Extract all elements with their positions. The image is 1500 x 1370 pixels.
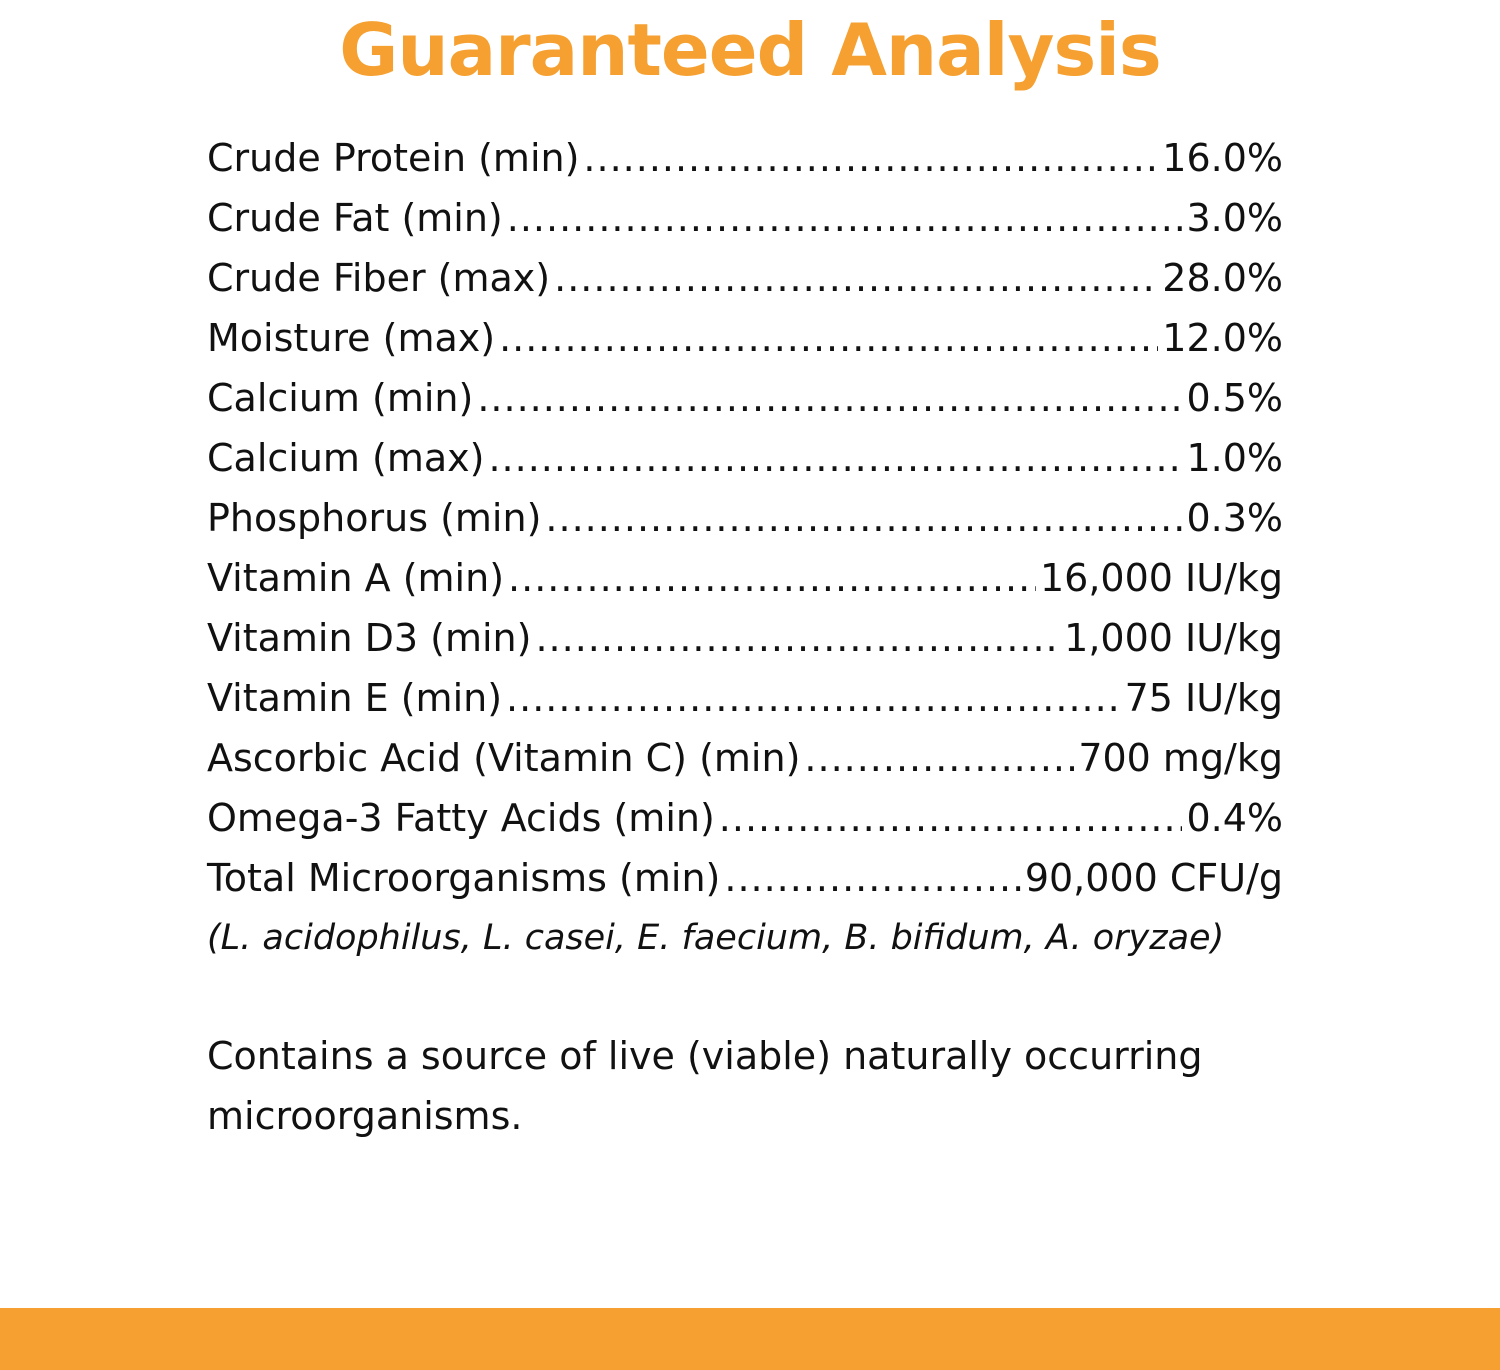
footer-accent-band <box>0 1308 1500 1370</box>
dot-leader <box>545 488 1182 548</box>
analysis-row <box>207 248 1283 308</box>
dot-leader <box>719 788 1183 848</box>
analysis-row <box>207 668 1283 728</box>
analysis-label: Calcium (min) <box>207 376 474 420</box>
dot-leader <box>488 428 1182 488</box>
analysis-value: 16,000 IU/kg <box>1040 556 1283 600</box>
analysis-label: Ascorbic Acid (Vitamin C) (min) <box>207 736 801 780</box>
dot-leader <box>499 308 1158 368</box>
analysis-row <box>207 368 1283 428</box>
analysis-label: Moisture (max) <box>207 316 496 360</box>
analysis-row <box>207 548 1283 608</box>
microorganism-species-note: (L. acidophilus, L. casei, E. faecium, B. bifidum, A. oryzae) <box>207 918 1225 958</box>
dot-leader <box>535 608 1060 668</box>
analysis-value: 1,000 IU/kg <box>1064 616 1283 660</box>
analysis-label: Omega-3 Fatty Acids (min) <box>207 796 715 840</box>
analysis-row <box>207 608 1283 668</box>
analysis-row <box>207 788 1283 848</box>
dot-leader <box>804 728 1074 788</box>
analysis-value: 75 IU/kg <box>1124 676 1283 720</box>
dot-leader <box>507 188 1183 248</box>
analysis-label: Phosphorus (min) <box>207 496 542 540</box>
dot-leader <box>508 548 1036 608</box>
dot-leader <box>554 248 1158 308</box>
analysis-value: 3.0% <box>1186 196 1283 240</box>
dot-leader <box>583 128 1158 188</box>
analysis-value: 0.3% <box>1186 496 1283 540</box>
analysis-value: 28.0% <box>1162 256 1283 300</box>
live-microorganisms-statement: Contains a source of live (viable) naturally occurring microorganisms. <box>207 1034 1203 1138</box>
analysis-row <box>207 728 1283 788</box>
analysis-row <box>207 848 1283 908</box>
analysis-label: Calcium (max) <box>207 436 485 480</box>
analysis-value: 90,000 CFU/g <box>1024 856 1283 900</box>
analysis-label: Total Microorganisms (min) <box>207 856 721 900</box>
analysis-row <box>207 428 1283 488</box>
dot-leader <box>477 368 1182 428</box>
page-title: Guaranteed Analysis <box>339 8 1161 92</box>
analysis-row <box>207 188 1283 248</box>
analysis-label: Crude Protein (min) <box>207 136 580 180</box>
analysis-row <box>207 128 1283 188</box>
analysis-value: 0.4% <box>1186 796 1283 840</box>
analysis-value: 16.0% <box>1162 136 1283 180</box>
analysis-label: Vitamin E (min) <box>207 676 503 720</box>
dot-leader <box>724 848 1020 908</box>
analysis-label: Vitamin D3 (min) <box>207 616 532 660</box>
analysis-value: 1.0% <box>1186 436 1283 480</box>
analysis-label: Crude Fat (min) <box>207 196 503 240</box>
analysis-label: Vitamin A (min) <box>207 556 505 600</box>
analysis-value: 0.5% <box>1186 376 1283 420</box>
analysis-label: Crude Fiber (max) <box>207 256 551 300</box>
analysis-row <box>207 488 1283 548</box>
analysis-value: 12.0% <box>1162 316 1283 360</box>
analysis-value: 700 mg/kg <box>1078 736 1283 780</box>
guaranteed-analysis-list <box>207 128 1283 968</box>
dot-leader <box>506 668 1121 728</box>
analysis-row <box>207 308 1283 368</box>
